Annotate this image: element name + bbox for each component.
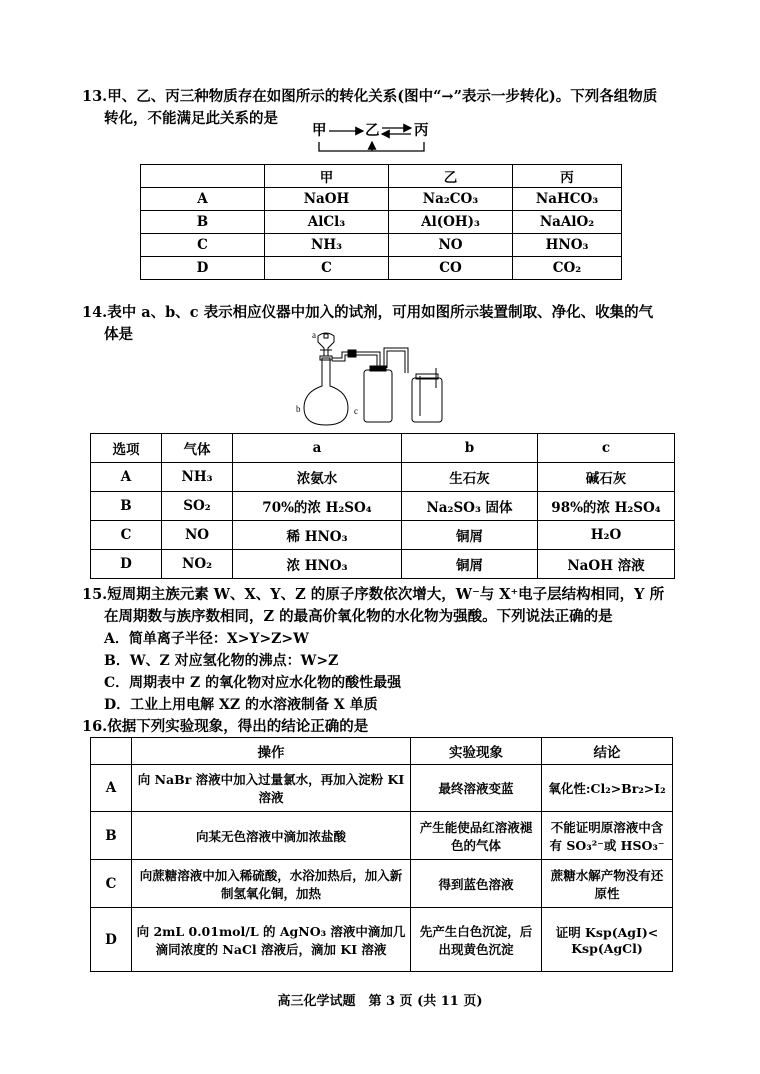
label-c: c <box>354 406 358 416</box>
q14-table <box>90 433 675 579</box>
table-row <box>91 521 675 550</box>
q15-option-c: C．周期表中 Z 的氧化物对应水化物的酸性最强 <box>104 675 402 691</box>
option-label: B <box>91 812 132 860</box>
q14-header-c: c <box>538 434 675 463</box>
q15-option-d: D．工业上用电解 XZ 的水溶液制备 X 单质 <box>104 697 378 713</box>
q14-header-option: 选项 <box>91 434 162 463</box>
cell-operation: 向 2mL 0.01mol/L 的 AgNO₃ 溶液中滴加几滴同浓度的 NaCl 溶液后，滴加 KI 溶液 <box>132 908 411 972</box>
table-row <box>141 257 622 280</box>
q13-transformation-diagram <box>312 118 452 160</box>
option-label: B <box>91 492 162 521</box>
cell-c: 98%的浓 H₂SO₄ <box>538 492 675 521</box>
q14-apparatus-diagram <box>296 328 456 428</box>
option-label: A <box>91 765 132 812</box>
cell-b: 铜屑 <box>402 521 538 550</box>
q16-header-blank <box>91 738 132 765</box>
cell-gas: NO <box>162 521 233 550</box>
cell-operation: 向 NaBr 溶液中加入过量氯水，再加入淀粉 KI 溶液 <box>132 765 411 812</box>
option-label: D <box>91 908 132 972</box>
cell-a: 浓氨水 <box>233 463 402 492</box>
cell-jia: C <box>265 257 389 280</box>
cell-gas: NH₃ <box>162 463 233 492</box>
option-label: C <box>141 234 265 257</box>
cell-bing: HNO₃ <box>513 234 622 257</box>
cell-jia: NH₃ <box>265 234 389 257</box>
cell-c: NaOH 溶液 <box>538 550 675 579</box>
table-row <box>141 211 622 234</box>
apparatus-svg <box>296 328 456 428</box>
q13-header-yi: 乙 <box>389 165 513 188</box>
cell-phenomenon: 得到蓝色溶液 <box>411 860 542 908</box>
cell-yi: NO <box>389 234 513 257</box>
q16-header-phenomenon: 实验现象 <box>411 738 542 765</box>
diagram-yi: 乙 <box>365 122 380 139</box>
q13-stem-line2: 转化，不能满足此关系的是 <box>104 110 278 127</box>
table-row <box>91 812 673 860</box>
diagram-bing: 丙 <box>414 122 429 139</box>
option-label: A <box>141 188 265 211</box>
cell-c: H₂O <box>538 521 675 550</box>
q15-option-a: A．简单离子半径：X>Y>Z>W <box>104 631 309 647</box>
cell-yi: CO <box>389 257 513 280</box>
cell-conclusion: 蔗糖水解产物没有还原性 <box>542 860 673 908</box>
q14-header-a: a <box>233 434 402 463</box>
cell-operation: 向某无色溶液中滴加浓盐酸 <box>132 812 411 860</box>
q16-header-conclusion: 结论 <box>542 738 673 765</box>
cell-bing: NaAlO₂ <box>513 211 622 234</box>
cell-bing: NaHCO₃ <box>513 188 622 211</box>
cell-yi: Na₂CO₃ <box>389 188 513 211</box>
q14-stem-line2: 体是 <box>104 326 133 343</box>
option-label: A <box>91 463 162 492</box>
q16-stem: 16.依据下列实验现象，得出的结论正确的是 <box>82 718 369 735</box>
cell-b: 铜屑 <box>402 550 538 579</box>
cell-jia: NaOH <box>265 188 389 211</box>
option-label: D <box>141 257 265 280</box>
q15-stem-line1: 15.短周期主族元素 W、X、Y、Z 的原子序数依次增大，W⁻与 X⁺电子层结构相同，Y 所 <box>82 586 665 603</box>
cell-phenomenon: 最终溶液变蓝 <box>411 765 542 812</box>
cell-gas: NO₂ <box>162 550 233 579</box>
cell-a: 浓 HNO₃ <box>233 550 402 579</box>
q13-header-bing: 丙 <box>513 165 622 188</box>
table-row <box>141 188 622 211</box>
q13-header-jia: 甲 <box>265 165 389 188</box>
q15-option-b: B．W、Z 对应氢化物的沸点：W>Z <box>104 653 339 669</box>
cell-yi: Al(OH)₃ <box>389 211 513 234</box>
option-label: C <box>91 521 162 550</box>
table-row <box>91 765 673 812</box>
label-b: b <box>296 404 301 414</box>
cell-a: 稀 HNO₃ <box>233 521 402 550</box>
cell-b: 生石灰 <box>402 463 538 492</box>
option-label: D <box>91 550 162 579</box>
cell-operation: 向蔗糖溶液中加入稀硫酸，水浴加热后，加入新制氢氧化铜，加热 <box>132 860 411 908</box>
cell-b: Na₂SO₃ 固体 <box>402 492 538 521</box>
page-footer: 高三化学试题 第 3 页 (共 11 页) <box>277 994 483 1009</box>
q13-stem-line1: 13.甲、乙、丙三种物质存在如图所示的转化关系(图中“→”表示一步转化)。下列各组物质 <box>82 88 658 105</box>
table-row <box>91 463 675 492</box>
table-row <box>91 492 675 521</box>
diagram-arrows <box>312 118 452 160</box>
q16-table <box>90 737 673 972</box>
q14-header-gas: 气体 <box>162 434 233 463</box>
diagram-jia: 甲 <box>312 122 327 139</box>
q14-stem-line1: 14.表中 a、b、c 表示相应仪器中加入的试剂，可用如图所示装置制取、净化、收集的气 <box>82 304 654 321</box>
option-label: B <box>141 211 265 234</box>
table-row <box>141 234 622 257</box>
table-row <box>91 860 673 908</box>
label-a: a <box>312 330 316 340</box>
q13-table <box>140 164 622 280</box>
option-label: C <box>91 860 132 908</box>
q15-stem-line2: 在周期数与族序数相同，Z 的最高价氧化物的水化物为强酸。下列说法正确的是 <box>104 608 613 625</box>
cell-phenomenon: 先产生白色沉淀，后出现黄色沉淀 <box>411 908 542 972</box>
cell-a: 70%的浓 H₂SO₄ <box>233 492 402 521</box>
q13-header-blank <box>141 165 265 188</box>
cell-jia: AlCl₃ <box>265 211 389 234</box>
table-row <box>91 908 673 972</box>
cell-phenomenon: 产生能使品红溶液褪色的气体 <box>411 812 542 860</box>
cell-conclusion: 氧化性:Cl₂>Br₂>I₂ <box>542 765 673 812</box>
cell-conclusion: 证明 Ksp(AgI)< Ksp(AgCl) <box>542 908 673 972</box>
cell-conclusion: 不能证明原溶液中含有 SO₃²⁻或 HSO₃⁻ <box>542 812 673 860</box>
cell-c: 碱石灰 <box>538 463 675 492</box>
cell-bing: CO₂ <box>513 257 622 280</box>
q14-header-b: b <box>402 434 538 463</box>
q16-header-operation: 操作 <box>132 738 411 765</box>
cell-gas: SO₂ <box>162 492 233 521</box>
table-row <box>91 550 675 579</box>
